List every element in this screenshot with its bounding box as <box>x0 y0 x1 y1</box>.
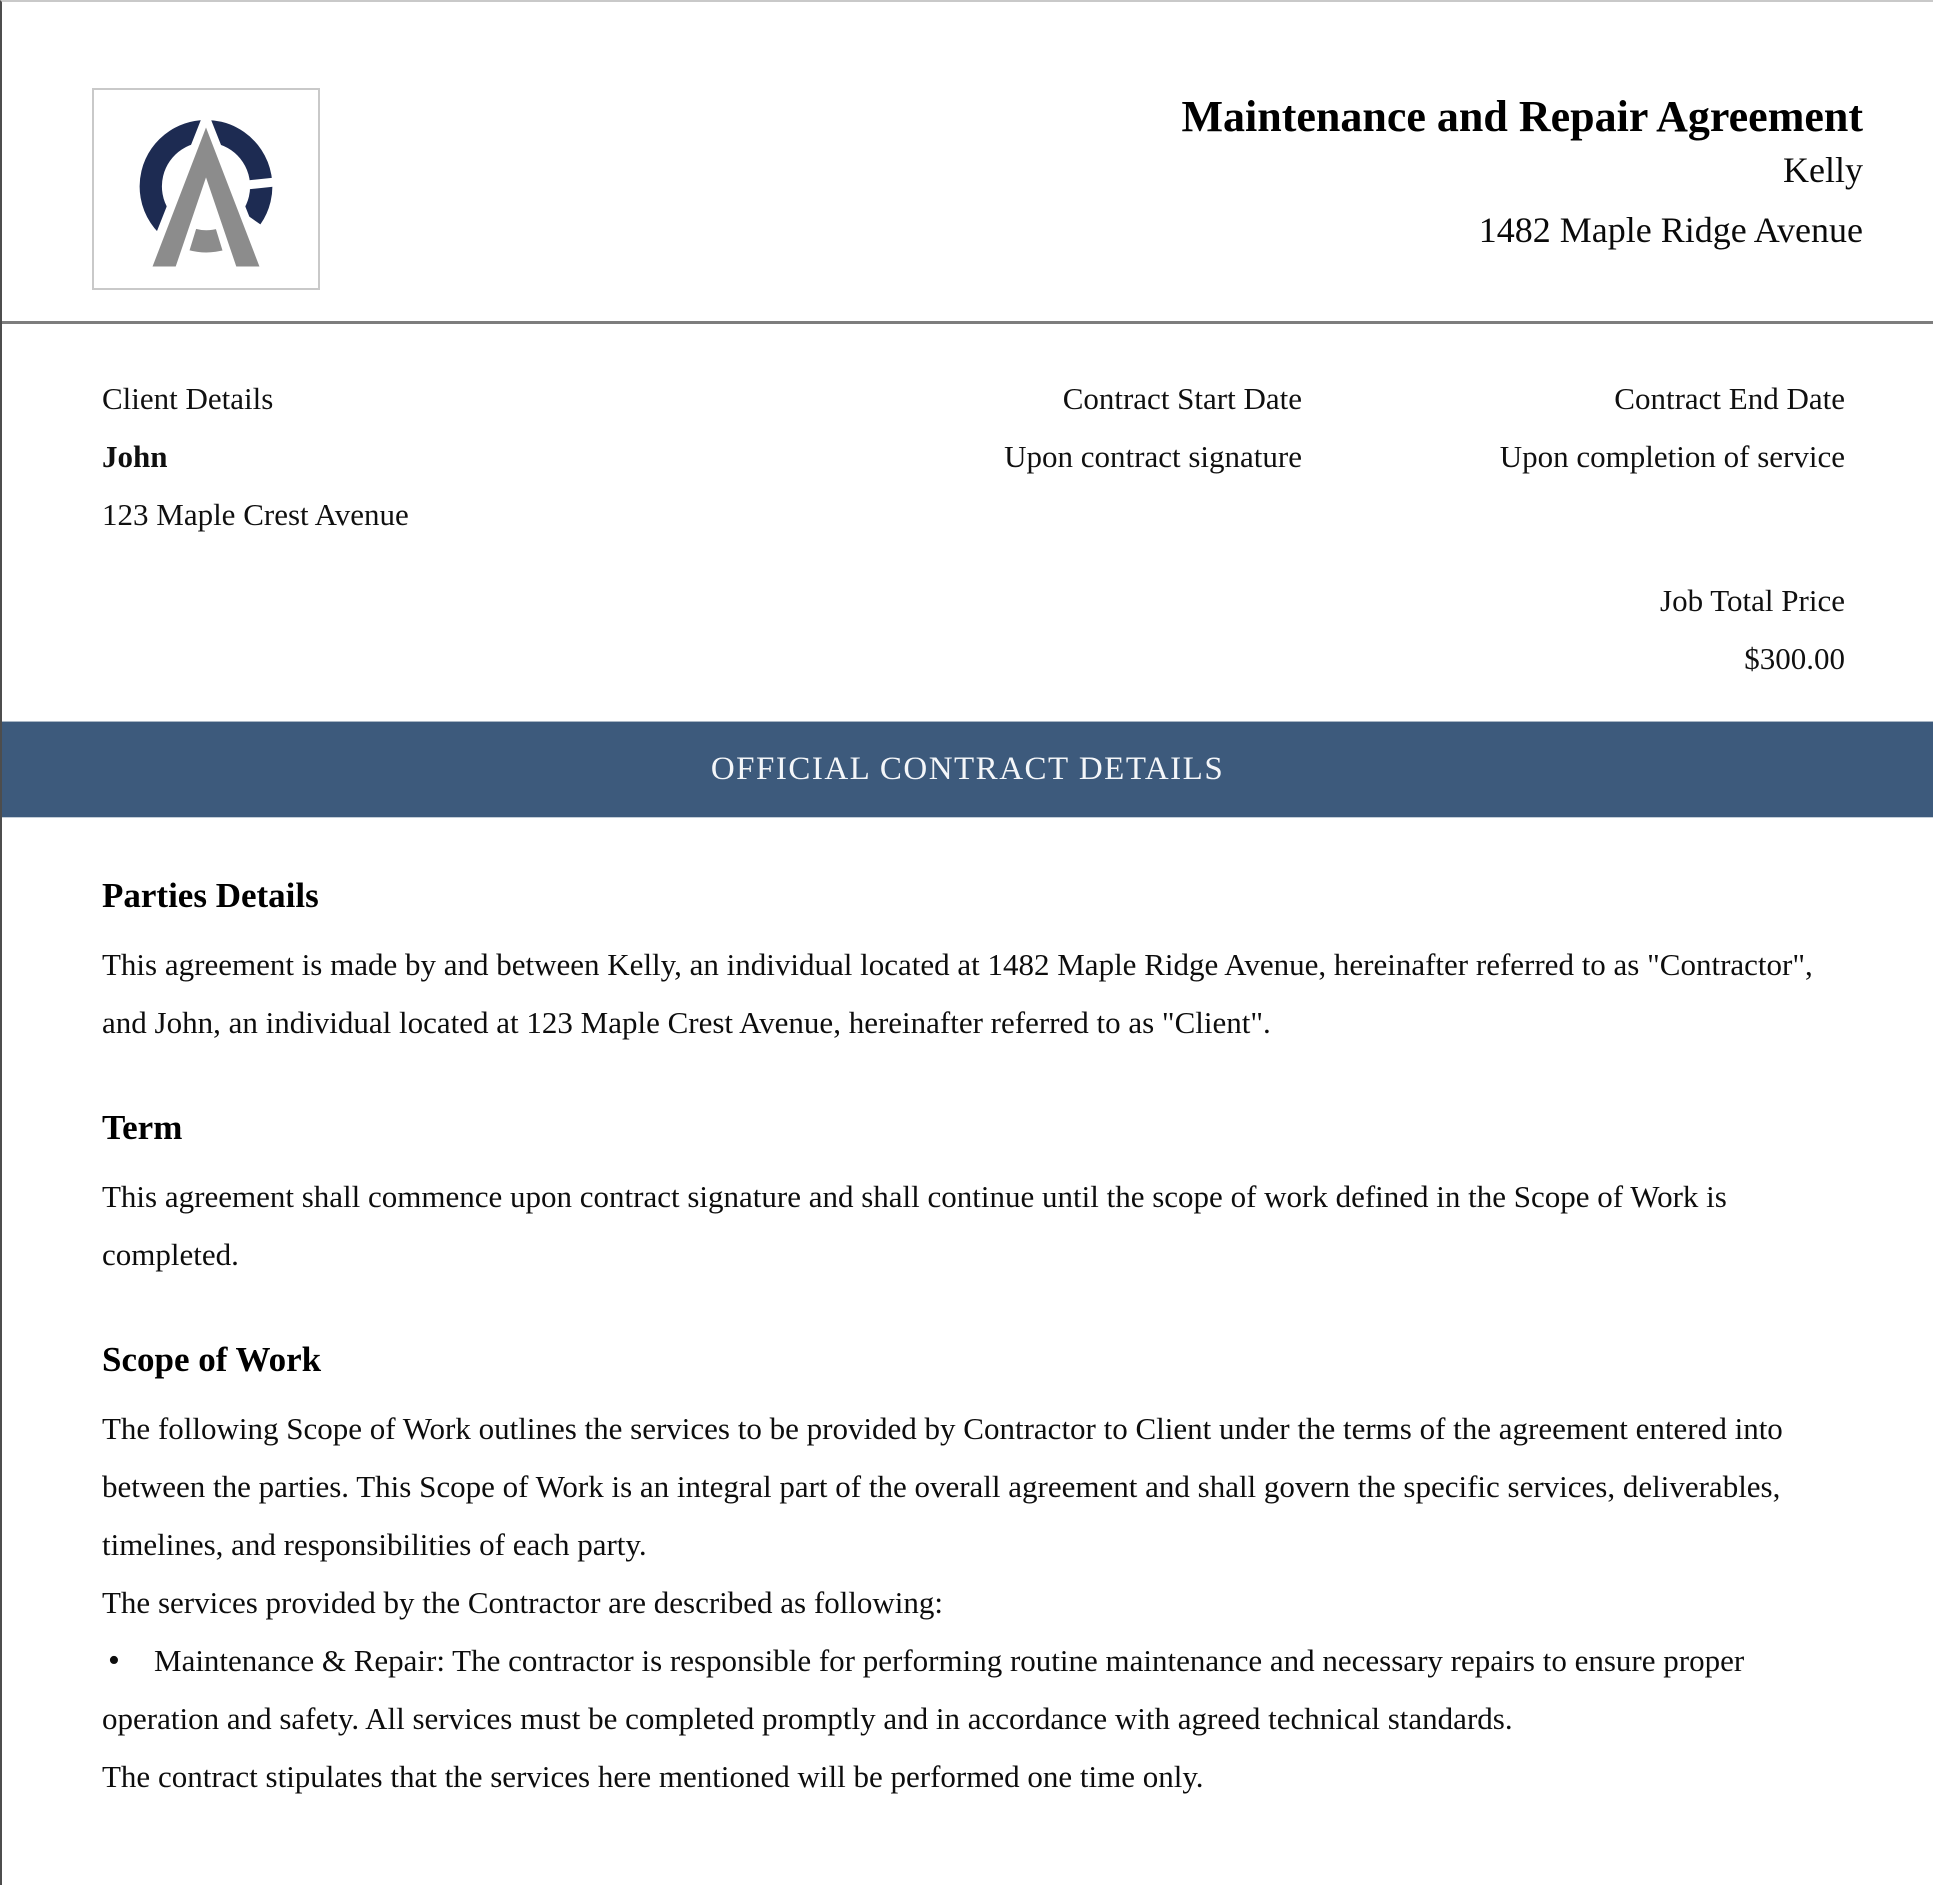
bullet-text: Maintenance & Repair: The contractor is responsible for performing routine maintenance and necessary repairs to ensure proper operation and safety. All services must be completed promptly and in accordance with agreed technical standards. <box>102 1643 1745 1736</box>
section-paragraph: The services provided by the Contractor are described as following: <box>102 1585 944 1620</box>
banner-title: OFFICIAL CONTRACT DETAILS <box>710 751 1225 787</box>
bullet-dot-icon <box>102 1632 154 1690</box>
page-title: Maintenance and Repair Agreement <box>1181 92 1863 141</box>
contractor-name: Kelly <box>1783 150 1863 191</box>
section-heading: Parties Details <box>102 876 319 915</box>
section-scope-of-work <box>102 1340 1843 1806</box>
section-parties-details <box>102 876 1843 1052</box>
official-contract-details-banner <box>2 721 1933 818</box>
section-paragraph: The following Scope of Work outlines the services to be provided by Contractor to Client under the terms of the agreement entered into between the parties. This Scope of Work is an integral part of the overall agreement and shall govern the specific services, deliverables, timelines, and responsibilities of each party. <box>102 1411 1783 1562</box>
job-total-price-value: $300.00 <box>1744 641 1845 676</box>
client-details-label: Client Details <box>102 381 274 416</box>
contract-start-label: Contract Start Date <box>1062 381 1302 416</box>
contract-end-value: Upon completion of service <box>1499 439 1845 474</box>
logo-ca-icon <box>108 101 304 277</box>
contract-start-column <box>702 370 1302 544</box>
contract-end-column <box>1302 370 1845 544</box>
info-columns <box>102 370 1845 544</box>
section-paragraph: This agreement shall commence upon contract signature and shall continue until the scope of work defined in the Scope of Work is completed. <box>102 1179 1727 1272</box>
client-details-column <box>102 370 702 544</box>
contractor-address: 1482 Maple Ridge Avenue <box>1478 210 1863 251</box>
contract-info <box>2 324 1933 688</box>
job-total-price-block <box>102 572 1845 688</box>
contract-end-label: Contract End Date <box>1614 381 1845 416</box>
document-header <box>2 2 1933 321</box>
section-footer-note: The contract stipulates that the services here mentioned will be performed one time only. <box>102 1759 1204 1794</box>
job-total-price-label: Job Total Price <box>1660 583 1845 618</box>
client-name: John <box>102 439 168 474</box>
section-term <box>102 1108 1843 1284</box>
title-block <box>1181 94 1863 260</box>
company-logo <box>92 88 320 290</box>
client-address: 123 Maple Crest Avenue <box>102 497 409 532</box>
contract-body <box>2 876 1933 1806</box>
contract-start-value: Upon contract signature <box>1004 439 1302 474</box>
section-heading: Scope of Work <box>102 1340 322 1379</box>
section-paragraph: This agreement is made by and between Kelly, an individual located at 1482 Maple Ridge Avenue, hereinafter referred to as "Contractor", and John, an individual located at 123 Maple Crest Avenue, hereinafter referred to as "Client". <box>102 947 1813 1040</box>
bullet-item <box>102 1632 1843 1748</box>
section-heading: Term <box>102 1108 183 1147</box>
